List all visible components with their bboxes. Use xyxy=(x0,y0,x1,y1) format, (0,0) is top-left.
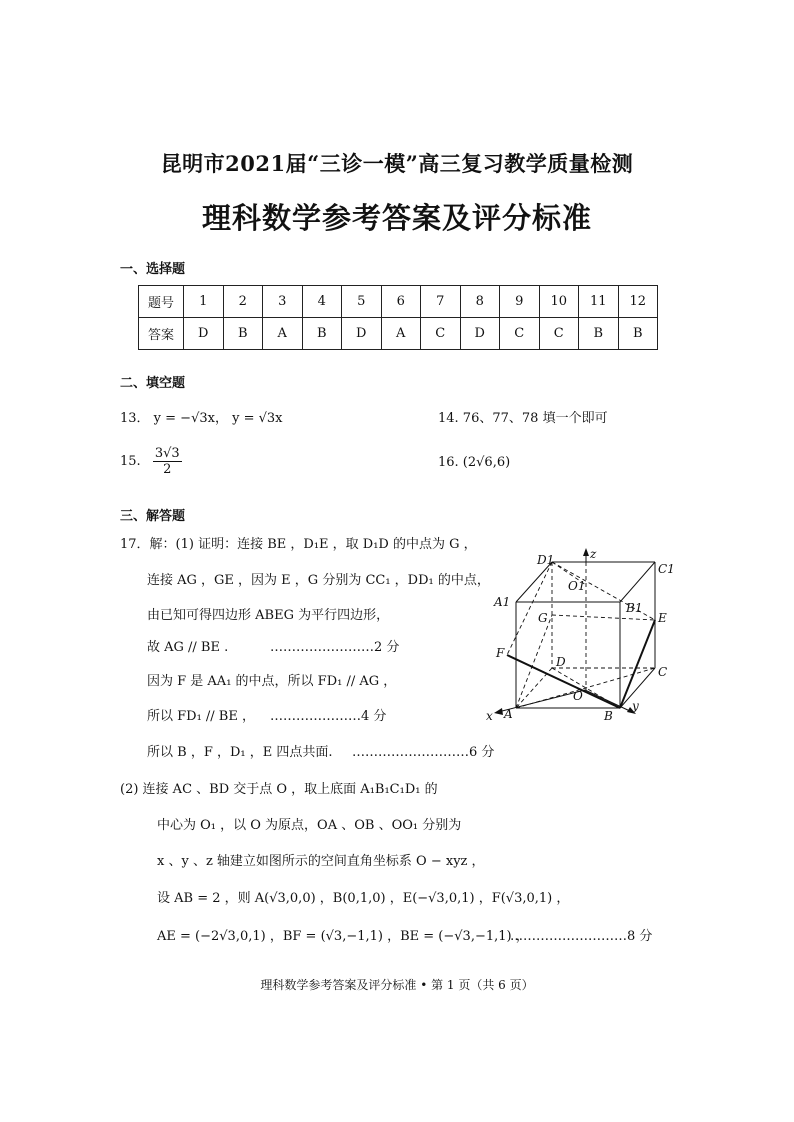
table-cell: 4 xyxy=(302,286,342,318)
figure-labels xyxy=(486,547,675,723)
x-axis-arrow xyxy=(494,708,503,715)
table-cell: 7 xyxy=(421,286,461,318)
label-B: B xyxy=(604,709,613,723)
answer-15 xyxy=(120,446,182,477)
solution-line: 17．解：(1) 证明：连接 BE ，D₁E ，取 D₁D 的中点为 G ， xyxy=(120,537,477,552)
table-cell: A xyxy=(381,318,421,350)
table-cell: B xyxy=(223,318,263,350)
label-x: x xyxy=(486,709,493,723)
table-cell: A xyxy=(263,318,303,350)
table-cell: 9 xyxy=(500,286,540,318)
table-cell: C xyxy=(539,318,579,350)
table-cell: C xyxy=(500,318,540,350)
fraction xyxy=(153,446,182,477)
score-mark: ……………………2 分 xyxy=(270,640,400,655)
table-cell: 1 xyxy=(184,286,224,318)
section-heading-choice: 一、选择题 xyxy=(120,262,186,277)
label-D: D xyxy=(556,655,566,669)
table-row xyxy=(139,318,658,350)
fraction-denominator: 2 xyxy=(163,462,172,477)
score-mark: ………………………8 分 xyxy=(510,929,653,944)
label-E: E xyxy=(658,611,667,625)
label-C: C xyxy=(658,665,668,679)
solution-line: 故 AG // BE . xyxy=(147,640,229,655)
label-F: F xyxy=(496,646,505,660)
table-cell: 6 xyxy=(381,286,421,318)
section-heading-fill: 二、填空题 xyxy=(120,376,186,391)
label-O: O xyxy=(573,689,583,703)
title-line-1: 昆明市2021届“三诊一模”高三复习教学质量检测 xyxy=(160,151,634,176)
solution-line: 因为 F 是 AA₁ 的中点，所以 FD₁ // AG ， xyxy=(147,674,397,689)
table-cell: C xyxy=(421,318,461,350)
answer-table xyxy=(138,285,658,350)
table-cell: 11 xyxy=(579,286,619,318)
solution-line: (2) 连接 AC 、BD 交于点 O ，取上底面 A₁B₁C₁D₁ 的 xyxy=(120,782,438,797)
answer-16: 16. (2√6,6) xyxy=(438,455,511,470)
label-A1: A1 xyxy=(494,595,511,609)
table-cell: 10 xyxy=(539,286,579,318)
answer-13: 13． y = −√3x， y = √3x xyxy=(120,411,283,426)
label-A: A xyxy=(504,707,513,721)
z-axis-arrow xyxy=(583,548,589,556)
score-mark: …………………4 分 xyxy=(270,709,387,724)
solution-line: 设 AB = 2 ，则 A(√3,0,0) ，B(0,1,0) ，E(−√3,0,1) ，F(√3,0,1) ， xyxy=(157,891,570,906)
table-cell: B xyxy=(618,318,658,350)
label-C1: C1 xyxy=(658,562,675,576)
table-cell: B xyxy=(302,318,342,350)
label-D1: D1 xyxy=(537,553,555,567)
table-cell: 3 xyxy=(263,286,303,318)
table-row xyxy=(139,286,658,318)
fraction-numerator: 3√3 xyxy=(154,446,180,461)
label-G: G xyxy=(538,611,548,625)
page-footer: 理科数学参考答案及评分标准 • 第 1 页（共 6 页） xyxy=(260,978,534,992)
solution-line: 所以 B ，F ，D₁ ，E 四点共面. xyxy=(147,745,333,760)
answer-14: 14. 76、77、78 填一个即可 xyxy=(438,411,608,426)
label-y: y xyxy=(632,699,639,713)
table-cell: D xyxy=(342,318,382,350)
table-cell: B xyxy=(579,318,619,350)
solution-line: 连接 AG ，GE ，因为 E ，G 分别为 CC₁ ，DD₁ 的中点， xyxy=(147,573,490,588)
solution-line: 所以 FD₁ // BE ， xyxy=(147,709,255,724)
prism-figure xyxy=(480,540,680,730)
table-cell: D xyxy=(460,318,500,350)
section-heading-solve: 三、解答题 xyxy=(120,509,186,524)
solution-line: 中心为 O₁ ，以 O 为原点，OA 、OB 、OO₁ 分别为 xyxy=(157,818,462,833)
row-label: 题号 xyxy=(139,286,184,318)
title-line-2: 理科数学参考答案及评分标准 xyxy=(201,201,592,235)
table-cell: 5 xyxy=(342,286,382,318)
solution-line: AE = (−2√3,0,1) ，BF = (√3,−1,1) ，BE = (−√3,−1,1) ， xyxy=(157,929,529,944)
solution-line: x 、y 、z 轴建立如图所示的空间直角坐标系 O − xyz ， xyxy=(157,854,485,869)
label-B1: B1 xyxy=(626,601,643,615)
score-mark: ………………………6 分 xyxy=(352,745,495,760)
label-O1: O1 xyxy=(568,579,586,593)
row-label: 答案 xyxy=(139,318,184,350)
solution-line: 由已知可得四边形 ABEG 为平行四边形， xyxy=(147,608,390,623)
answer-15-label: 15. xyxy=(120,454,141,469)
table-cell: 8 xyxy=(460,286,500,318)
table-cell: 12 xyxy=(618,286,658,318)
table-cell: 2 xyxy=(223,286,263,318)
label-z: z xyxy=(590,547,597,561)
table-cell: D xyxy=(184,318,224,350)
